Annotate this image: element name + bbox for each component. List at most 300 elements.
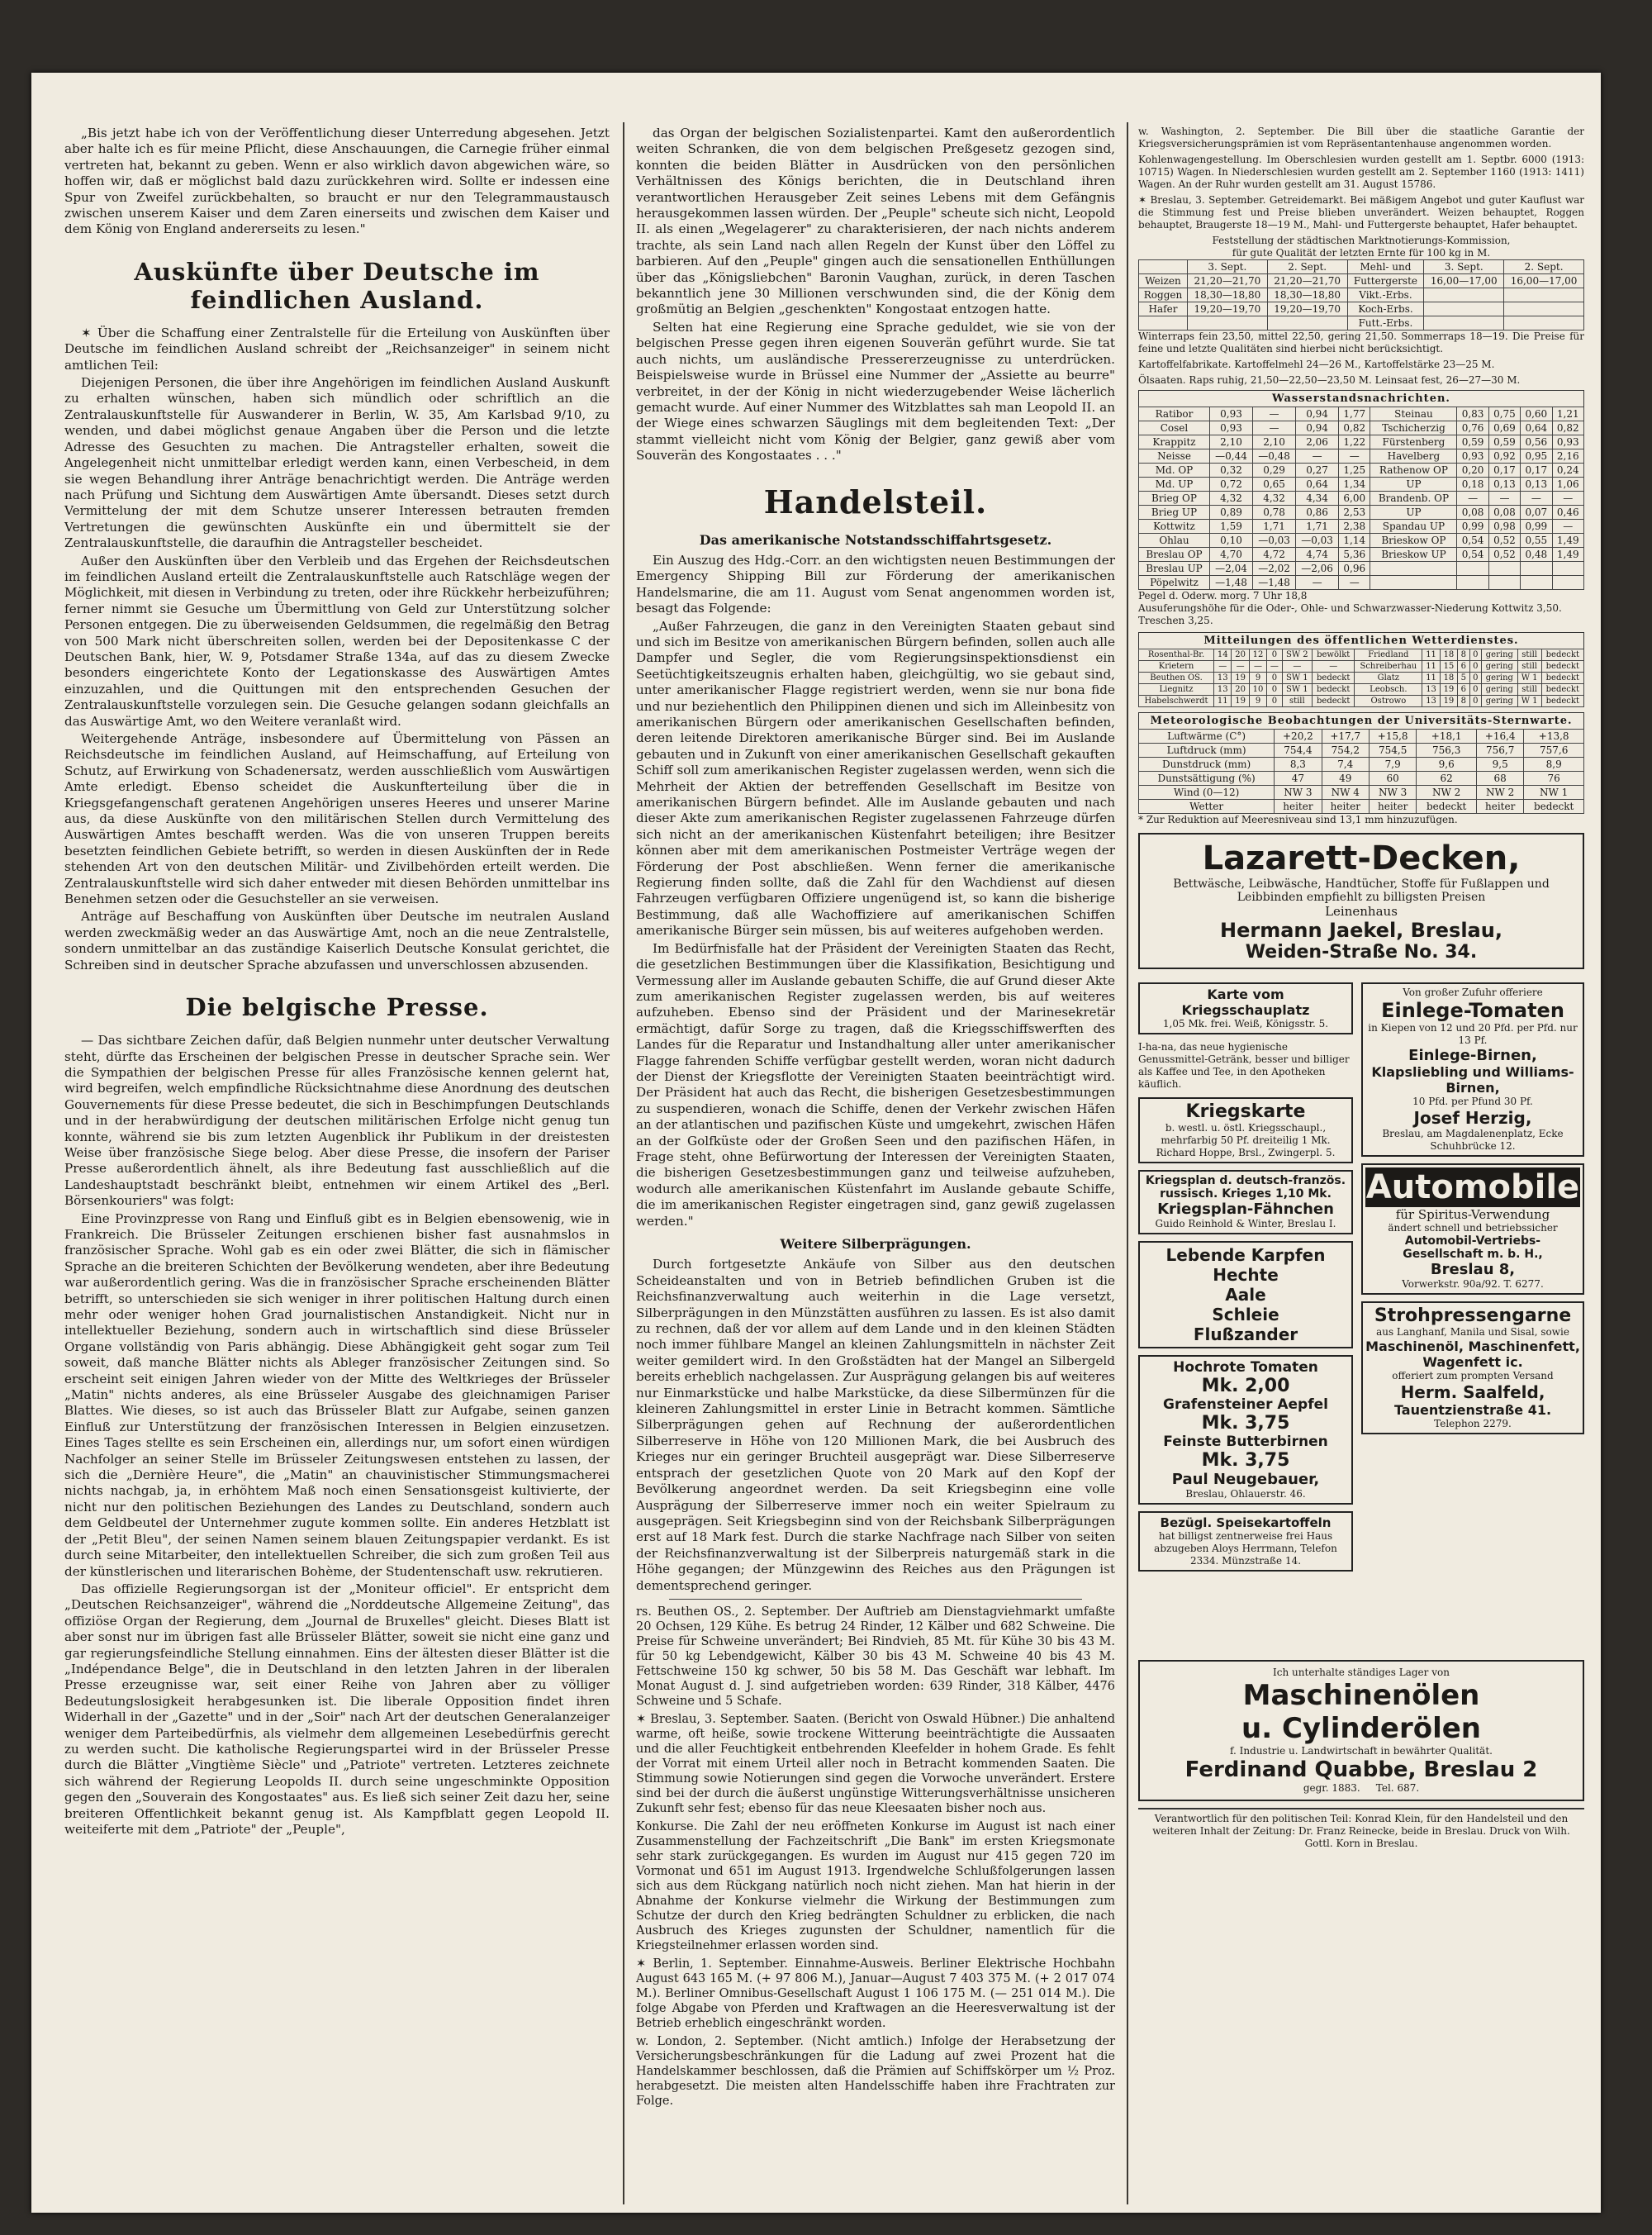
meteo-table-title: Meteorologische Beobachtungen der Universitäts-Sternwarte. (1138, 712, 1584, 729)
table-cell: 18 (1440, 673, 1457, 684)
table-cell (1504, 288, 1584, 302)
paragraph: Durch fortgesetzte Ankäufe von Silber aus den deutschen Scheideanstalten und von in Betrieb befindlichen Gruben ist die Reichsfinanzverwaltung auch weiterhin in die Lage versetzt, Silberprägungen in den Münzstätten ausführen zu lassen. Es ist also damit zu rechnen, daß der vor allem auf dem Lande und in den kleinen Städten noch immer fühlbare Mangel an kleinen Zahlungsmitteln in nächster Zeit weiter gemildert wird. In den Großstädten hat der Mangel an Silbergeld bereits erheblich nachgelassen. Zur Ausprägung gelangen bis auf weiteres nur Einmarkstücke und halbe Markstücke, da diese Silbermünzen für die kleineren Zahlungsmittel in erster Linie in Betracht kommen. Sämtliche Silberprägungen gehen auf Rechnung der außerordentlichen Silberreserve in Höhe von 120 Millionen Mark, die bei Ausbruch des Krieges nur ein geringer Bruchteil ausgeprägt war. Diese Silberreserve entsprach der gesetzlichen Quote von 20 Mark auf den Kopf der Bevölkerung angeordnet werden. Da seit Kriegsbeginn eine volle Ausprägung der Silberreserve immer noch ein weiter Spielraum zu ausgeprägen. Seit Kriegsbeginn sind von der Reichsbank Silberprägungen erst auf 18 Mark fest. Durch die starke Nachfrage nach Silber von seiten der Reichsfinanzverwaltung ist der Silberpreis naturgemäß stark in die Höhe gegangen; der Münzgewinn des Reiches aus den Prägungen ist dementsprechend geringer. (636, 1257, 1115, 1593)
table-cell: 0 (1267, 684, 1282, 696)
table-cell: 7,4 (1322, 758, 1369, 772)
table-cell: — (1552, 492, 1583, 506)
ad-address: Weiden-Straße No. 34. (1245, 942, 1478, 963)
table-cell: — (1214, 661, 1232, 673)
table-cell: 13 (1422, 684, 1440, 696)
table-row (1139, 464, 1584, 478)
table-cell: — (1232, 661, 1249, 673)
table-cell: +18,1 (1417, 730, 1477, 744)
table-cell: still (1517, 661, 1541, 673)
newspaper-page (31, 73, 1601, 2213)
table-cell: — (1488, 492, 1520, 506)
table-cell: 0,54 (1457, 548, 1488, 562)
table-cell: 19 (1440, 684, 1457, 696)
table-header: 3. Sept. (1187, 260, 1267, 274)
table-cell: 13 (1214, 673, 1232, 684)
table-cell (1504, 316, 1584, 330)
table-cell: 19 (1440, 696, 1457, 707)
table-cell: 754,5 (1369, 744, 1416, 758)
table-cell: 20 (1232, 649, 1249, 661)
table-cell (1424, 302, 1504, 316)
table-cell: 8,3 (1275, 758, 1322, 772)
table-cell: 0,20 (1457, 464, 1488, 478)
table-cell: 0,46 (1552, 506, 1583, 520)
table-cell: 0,76 (1457, 421, 1488, 435)
table-cell: 0,92 (1488, 449, 1520, 464)
table-cell (1370, 576, 1457, 590)
table-header: 3. Sept. (1424, 260, 1504, 274)
table-cell: — (1339, 576, 1370, 590)
ad-title: u. Cylinderölen (1241, 1712, 1482, 1745)
ad-kriegskarte (1138, 1097, 1353, 1163)
table-cell: 1,71 (1253, 520, 1296, 534)
table-cell: 0,82 (1339, 421, 1370, 435)
table-cell: 68 (1476, 772, 1523, 786)
table-cell: 11 (1422, 649, 1440, 661)
ad-text: Guido Reinhold & Winter, Breslau I. (1155, 1218, 1336, 1229)
table-cell: 0 (1267, 649, 1282, 661)
table-cell (1457, 562, 1488, 576)
table-cell: Krappitz (1139, 435, 1210, 449)
table-row (1139, 758, 1584, 772)
table-cell: Hafer (1139, 302, 1188, 316)
table-cell: Brandenb. OP (1370, 492, 1457, 506)
table-cell: +15,8 (1369, 730, 1416, 744)
table-cell: —0,03 (1296, 534, 1339, 548)
table-cell: —0,48 (1253, 449, 1296, 464)
table-cell: — (1253, 421, 1296, 435)
table-cell: 0,55 (1521, 534, 1552, 548)
table-cell: 0,48 (1521, 548, 1552, 562)
ad-text: ändert schnell und betriebssicher (1388, 1222, 1558, 1234)
table-cell (1521, 562, 1552, 576)
ad-item: Grafensteiner Aepfel (1163, 1396, 1328, 1413)
table-cell: bedeckt (1313, 696, 1355, 707)
table-cell (1370, 562, 1457, 576)
table-cell: 0,17 (1521, 464, 1552, 478)
dateline-item: w. Washington, 2. September. Die Bill über die staatliche Garantie der Kriegsversicherungsprämien ist vom Repräsentantenhause angenommen worden. (1138, 126, 1584, 150)
table-cell: W 1 (1517, 673, 1541, 684)
ad-item: Feinste Butterbirnen (1163, 1434, 1328, 1450)
ad-address: Tauentzienstraße 41. (1393, 1402, 1552, 1418)
ad-ihana: I-ha-na, das neue hygienische Genussmittel-Getränk, besser und billiger als Kaffee und Tee, in den Apotheken käuflich. (1138, 1041, 1350, 1090)
table-cell: 49 (1322, 772, 1369, 786)
table-cell: bedeckt (1541, 661, 1583, 673)
table-cell: 756,3 (1417, 744, 1477, 758)
ad-text: Bettwäsche, Leibwäsche, Handtücher, Stoffe für Fußlappen und Leibbinden empfiehlt zu billigsten Preisen (1173, 877, 1550, 904)
table-cell: 0,52 (1488, 548, 1520, 562)
table-cell: 0,52 (1488, 534, 1520, 548)
table-row (1139, 744, 1584, 758)
table-row (1139, 520, 1584, 534)
ad-title: Einlege-Tomaten (1381, 999, 1564, 1022)
ad-company: Hermann Jaekel, Breslau, (1220, 919, 1502, 942)
headline-handelsteil: Handelsteil. (763, 483, 988, 521)
table-cell (1521, 576, 1552, 590)
table-cell: Vikt.-Erbs. (1347, 288, 1424, 302)
table-cell: Luftdruck (mm) (1139, 744, 1275, 758)
paragraph: Diejenigen Personen, die über ihre Angehörigen im feindlichen Ausland Auskunft zu erhalten wünschen, haben sich mündlich oder schriftlich an die Zentralauskunftstelle für Auswanderer in Berlin, W. 35, Am Karlsbad 9/10, zu wenden, und dabei möglichst genaue Angaben über die Person und die letzte Adresse des Gesuchten zu machen. Die Antragsteller erhalten, soweit die Angelegenheit nicht unmittelbar erledigt werden kann, einen Verbescheid, in dem sie wegen Behandlung ihrer Anträge benachrichtigt werden. Die Anträge werden nach Prüfung und Sichtung dem Auswärtigen Amte übersandt. Dieses setzt durch Vermittelung der mit dem Schutze unserer Interessen betrauten fremden Vertretungen die gewünschten Auskünfte ein und übermittelt sie der Zentralauskunftstelle, die daraufhin die Antragsteller bescheidet. (64, 375, 610, 551)
ad-text: Leinenhaus (1325, 904, 1398, 919)
table-row (1139, 534, 1584, 548)
table-cell: 4,74 (1296, 548, 1339, 562)
table-cell: 4,70 (1210, 548, 1253, 562)
ad-title: Kriegskarte (1185, 1101, 1306, 1122)
ad-text: offeriert zum prompten Versand (1392, 1370, 1554, 1381)
ad-phone: Telephon 2279. (1434, 1418, 1512, 1429)
table-note: Pegel d. Oderw. morg. 7 Uhr 18,8 (1138, 590, 1308, 602)
table-cell: —0,44 (1210, 449, 1253, 464)
table-cell: bedeckt (1313, 673, 1355, 684)
ad-title: Einlege-Birnen, (1408, 1047, 1537, 1064)
dateline-item: Konkurse. Die Zahl der neu eröffneten Konkurse im August ist nach einer Zusammenstellung der Fachzeitschrift „Die Bank" im ersten Kriegsmonate sehr stark zurückgegangen. Es wurden im August nur 415 gegen 720 im Vormonat und 651 im August 1913. Irgendwelche Schlußfolgerungen lassen sich aus dem Rückgang natürlich noch nicht ziehen. Man hat hierin in der Abnahme der Konkurse vielmehr die Wirkung der Bestimmungen zum Schutze der durch den Krieg bedrängten Schuldner zu erblicken, die nach Ausbruch des Krieges zugunsten der Schuldner, namentlich für die Kriegsteilnehmer erlassen worden sind. (636, 1819, 1115, 1952)
ad-text: Ich unterhalte ständiges Lager von (1273, 1667, 1450, 1678)
table-cell: 0,13 (1488, 478, 1520, 492)
table-cell: still (1282, 696, 1312, 707)
table-cell: still (1517, 649, 1541, 661)
column-1 (64, 126, 610, 1839)
table-cell: Krietern (1139, 661, 1214, 673)
table-cell: 6 (1458, 684, 1469, 696)
table-cell: NW 1 (1524, 786, 1584, 800)
table-cell: 1,77 (1339, 407, 1370, 421)
table-cell: 7,9 (1369, 758, 1416, 772)
ad-text: 10 Pfd. per Pfund 30 Pf. (1412, 1096, 1533, 1107)
table-cell: 0,93 (1210, 421, 1253, 435)
ad-price: Mk. 3,75 (1201, 1413, 1290, 1434)
table-cell: 0,56 (1521, 435, 1552, 449)
table-cell: 12 (1249, 649, 1266, 661)
article-intro: „Bis jetzt habe ich von der Veröffentlichung dieser Unterredung abgesehen. Jetzt aber halte ich es für meine Pflicht, diese Anschauungen, die Carnegie früher einmal vertreten hat, bekannt zu geben. Wenn er also wirklich davon abgewichen wäre, so hoffen wir, daß er möglichst bald dazu zurückkehren wird. Sollte er indessen eine Spur von Zweifel zurückbehalten, so braucht er nur den Telegrammaustausch zwischen unserem Kaiser und dem Zaren einerseits und zwischen dem Kaiser und dem König von England andererseits zu lesen." (64, 126, 610, 237)
table-cell: 0,27 (1296, 464, 1339, 478)
table-row (1139, 492, 1584, 506)
table-cell: — (1313, 661, 1355, 673)
commission-label: Feststellung der städtischen Marktnotierungs-Kommission, (1212, 235, 1511, 246)
table-cell: Leobsch. (1355, 684, 1422, 696)
table-cell (1552, 562, 1583, 576)
table-cell: 0,72 (1210, 478, 1253, 492)
commission-label: für gute Qualität der letzten Ernte für 100 kg in M. (1232, 247, 1491, 259)
column-rule (623, 122, 624, 2204)
table-cell: 0,93 (1210, 407, 1253, 421)
table-cell: Neisse (1139, 449, 1210, 464)
ad-title: Klapsliebling und Williams-Birnen, (1371, 1064, 1574, 1096)
table-cell: 0 (1469, 696, 1481, 707)
table-cell: Futtergerste (1347, 274, 1424, 288)
table-cell: —2,02 (1253, 562, 1296, 576)
table-row (1139, 730, 1584, 744)
paragraph: Eine Provinzpresse von Rang und Einfluß gibt es in Belgien ebensowenig, wie in Frankreich. Die Brüsseler Zeitungen erschienen bisher fast ausnahmslos in französischer Sprache. Wohl gab es ein oder zwei Blätter, die sich in flämischer Sprache an die breiteren Schichten der Bevölkerung wendeten, aber ihre Bedeutung war außerordentlich gering. Was die in französischer Sprache erscheinenden Blätter betrifft, so unterschieden sie sich weniger in ihrer politischen Haltung durch einen mehr oder weniger hohen Grad journalistischen Anstandigkeit. Nicht nur in intellektueller Beziehung, sondern auch in wirtschaftlich sind diese Brüsseler Organe vollständig von Paris abhängig. Diese Abhängigkeit geht sogar zum Teil soweit, daß manche Blätter nichts als Ableger französischer Zeitungen sind. So erscheint seit einigen Jahren wieder von der Mitte des Weltkrieges der Brüsseler „Matin" nichts anderes, als eine Brüsseler Ausgabe des gleichnamigen Pariser Blattes. Wie dieses, so ist auch das Brüsseler Blatt zur Aufgabe, seinen ganzen Einfluß zur Unterstützung der französischen Interessen in Belgien einzusetzen. Eines Tages stellte es sein Erscheinen ein, allerdings nur, um sofort einen würdigen Nachfolger an seiner Stelle im Brüsseler Zeitungswesen entstehen zu lassen, der sich die „Dernière Heure", die „Matin" an chauvinistischer Stimmungsmacherei nichts nachgab, ja, in erhöhtem Maß noch einen Sensationsgeist kultivierte, der nicht nur den politischen Beziehungen des Landes zu Deutschland, sondern auch dem Geldbeutel der Unternehmer zugute kommen sollte. Ein anderes Hetzblatt ist der „Petit Bleu", der seinen Namen seinem blauen Zeitungspapier verdankt. Es ist durch seine Mitarbeiter, den intellektuellen Schreiber, die sich zum großen Teil aus der künstlerischen und literarischen Bohème, der Studentenschaft usw. rekrutieren. (64, 1210, 610, 1579)
grain-price-table (1138, 259, 1584, 330)
dateline-item: ✶ Breslau, 3. September. Saaten. (Bericht von Oswald Hübner.) Die anhaltend warme, oft heiße, sowie trockene Witterung beeinträchtigte die Aussaaten und die aller Feuchtigkeit entbehrenden Kleefelder in hohem Grade. Es fehlt der Vorrat mit einem Urteil aller noch in Betracht kommenden Saaten. Die Stimmung sowie Notierungen sind gegen die Vorwoche unverändert. Erstere sind bei der durch die äußerst ungünstige Witterungsverhältnisse unsicheren Zukunft sehr fest; ebenso für das neue Kleesaaten bisher noch aus. (636, 1712, 1115, 1815)
table-cell: gering (1482, 673, 1517, 684)
table-cell: 1,49 (1552, 548, 1583, 562)
table-cell: —2,06 (1296, 562, 1339, 576)
ad-title: Karte vom Kriegsschauplatz (1181, 987, 1310, 1018)
table-cell: 0,96 (1339, 562, 1370, 576)
table-cell: Tschicherzig (1370, 421, 1457, 435)
dateline-item: w. London, 2. September. (Nicht amtlich.) Infolge der Herabsetzung der Versicherungsbeschränkungen für die Ladung auf zwei Prozent hat die Handelskammer beschlossen, daß die Prämien auf Schiffskörper um ½ Proz. herabgesetzt. Die meisten alten Handelsschiffe haben ihre Frachtraten zur Folge. (636, 2034, 1115, 2108)
table-cell (1267, 316, 1347, 330)
table-cell: 1,22 (1339, 435, 1370, 449)
ad-text: Von großer Zufuhr offeriere (1403, 987, 1543, 998)
table-cell: 1,14 (1339, 534, 1370, 548)
table-cell: — (1296, 576, 1339, 590)
table-cell: Steinau (1370, 407, 1457, 421)
table-cell: Md. UP (1139, 478, 1210, 492)
ad-company: Paul Neugebauer, (1171, 1471, 1320, 1488)
table-cell: 1,34 (1339, 478, 1370, 492)
table-cell: 0,60 (1521, 407, 1552, 421)
table-cell: 0,82 (1552, 421, 1583, 435)
ad-title: Bezügl. Speisekartoffeln (1160, 1515, 1332, 1530)
ad-item: Hochrote Tomaten (1173, 1359, 1318, 1376)
table-cell: 754,2 (1322, 744, 1369, 758)
table-cell: 0,94 (1296, 407, 1339, 421)
table-cell: 0 (1469, 684, 1481, 696)
table-cell: —1,48 (1210, 576, 1253, 590)
table-cell: 13 (1214, 684, 1232, 696)
paragraph: — Das sichtbare Zeichen dafür, daß Belgien nunmehr unter deutscher Verwaltung steht, dürfte das Erscheinen der belgischen Presse in deutscher Sprache sein. Wer die Sympathien der belgischen Presse für alles Französische kennen gelernt hat, wird begreifen, welch empfindliche Rücksichtnahme diese Anordnung des deutschen Gouvernements für diese Presse bedeutet, die sich in Beschimpfungen Deutschlands und in der herabwürdigung der deutschen militärischen Erfolge nicht genug tun konnte, während sie bis zum letzten Augenblick ihr Publikum in der dreistesten Weise über französische Siege belog. Aber diese Presse, die insofern der Pariser Presse außerordentlich ähnelt, als ihre Bedeutung fast ausschließlich auf die Landeshauptstadt beschränkt bleibt, entnehmen wir einem Artikel des „Berl. Börsenkouriers" was folgt: (64, 1033, 610, 1209)
table-cell: Md. OP (1139, 464, 1210, 478)
paragraph: „Außer Fahrzeugen, die ganz in den Vereinigten Staaten gebaut sind und sich im Besitze von amerikanischen Bürgern befinden, sollen auch alle Dampfer und Segler, die vom Regierungsinspektionsdienst ein Seetüchtigkeitszeugnis erhalten haben, gleichgültig, wo sie gebaut sind, unter amerikanischer Flagge registriert werden, wenn sie nur bona fide und nur beziehentlich den Philippinen dienen und sich im Alleinbesitz von amerikanischen Bürgern oder amerikanischen Gesellschaften befinden, deren leitende Direktoren amerikanische Bürger sind. Bei im Auslande gebauten und in Zukunft von einer amerikanischen Gesellschaft gekauften Schiff soll zum amerikanischen Register zugelassen werden, wenn sich die Mehrheit der Aktien der betreffenden Gesellschaft im Besitze von amerikanischen Bürgern befindet. Alle im Auslande gebauten und nach dieser Akte zum amerikanischen Register zugelassenen Fahrzeuge dürfen sich nicht an der amerikanischen Küstenfahrt beteiligen; ihre Besitzer können aber mit dem amerikanischen Postmeister Verträge wegen der Förderung der Post abschließen. Wenn ferner die amerikanische Regierung finden sollte, daß die Zahl für den Wachdienst auf diesen Fahrzeugen verfügbaren Offiziere ungenügend ist, so kann die bisherige Bestimmung, daß alle Wachoffiziere auf amerikanischen Schiffen amerikanische Bürger sein müssen, bis auf weiteres aufgehoben werden. (636, 618, 1115, 939)
ad-price: Mk. 2,00 (1201, 1376, 1290, 1396)
table-cell: 0 (1267, 696, 1282, 707)
ad-title: Kriegsplan d. deutsch-französ. russisch. Krieges 1,10 Mk. (1145, 1174, 1346, 1201)
ad-kriegsplan (1138, 1170, 1353, 1234)
table-cell: Brieg UP (1139, 506, 1210, 520)
table-cell (1488, 576, 1520, 590)
ad-title: Maschinenöl, Maschinenfett, Wagenfett ic. (1365, 1339, 1580, 1370)
table-cell: Koch-Erbs. (1347, 302, 1424, 316)
table-cell: 0,78 (1253, 506, 1296, 520)
table-cell: 0,64 (1296, 478, 1339, 492)
table-cell: Friedland (1355, 649, 1422, 661)
ad-einlege (1361, 982, 1584, 1157)
table-cell: +16,4 (1476, 730, 1523, 744)
table-cell: NW 2 (1417, 786, 1477, 800)
table-cell: 0,86 (1296, 506, 1339, 520)
table-cell: 20 (1232, 684, 1249, 696)
weather-table-title: Mitteilungen des öffentlichen Wetterdienstes. (1138, 632, 1584, 649)
table-cell: bedeckt (1417, 800, 1477, 814)
headline-auskuenfte: Auskünfte über Deutsche im feindlichen Ausland. (134, 257, 540, 314)
table-cell: 757,6 (1524, 744, 1584, 758)
table-cell: heiter (1275, 800, 1322, 814)
table-cell: 1,06 (1552, 478, 1583, 492)
table-note: * Zur Reduktion auf Meeresniveau sind 13,1 mm hinzuzufügen. (1138, 814, 1458, 825)
ad-kartoffeln (1138, 1511, 1353, 1572)
paragraph: Außer den Auskünften über den Verbleib und das Ergehen der Reichsdeutschen im feindlichen Ausland erteilt die Zentralauskunftstelle auch Ratschläge wegen der Möglichkeit, mit diesen in Verbindung zu treten, oder ihre Rückkehr herbeizuführen; ferner nimmt sie Gesuche um Übermittlung von Geld zur Unterstützung solcher Personen entgegen. Die zu überweisenden Geldsummen, die regelmäßig den Betrag von 500 Mark nicht überschreiten sollen, werden bei der Depositenkasse C der Deutschen Bank, hier, W. 9, Potsdamer Straße 134a, auf das zu diesem Zwecke besonders eingerichtete Konto der Legationskasse des Auswärtigen Amtes einzuzahlen, und die Quittungen mit den entsprechenden Gesuchen der Zentralauskunftstelle vorzulegen sein. Die Gesuche gelangen sodann gleichfalls an das Auswärtige Amt, wo den Weitere veranlaßt wird. (64, 553, 610, 729)
table-cell: gering (1482, 661, 1517, 673)
table-cell: bewölkt (1313, 649, 1355, 661)
market-report: ✶ Breslau, 3. September. Getreidemarkt. Bei mäßigem Angebot und guter Kauflust war die Stimmung fest und Preise blieben unverändert. Weizen behauptet, Roggen behauptet, Braugerste 18—19 M., Mahl- und Futtergerste behauptet, Hafer behauptet. (1138, 194, 1584, 231)
ad-lazarett (1138, 833, 1584, 969)
table-cell: 0,10 (1210, 534, 1253, 548)
table-cell: Luftwärme (C°) (1139, 730, 1275, 744)
table-header: 2. Sept. (1504, 260, 1584, 274)
table-row (1139, 506, 1584, 520)
table-cell: 15 (1440, 661, 1457, 673)
table-cell: 0 (1267, 673, 1282, 684)
table-cell: Wind (0—12) (1139, 786, 1275, 800)
ad-text: b. westl. u. östl. Kriegsschaupl., mehrfarbig 50 Pf. dreiteilig 1 Mk. Richard Hoppe, Brsl., Zwingerpl. 5. (1156, 1122, 1336, 1158)
ad-title: Strohpressengarne (1374, 1305, 1572, 1326)
table-cell (1504, 302, 1584, 316)
table-cell: heiter (1369, 800, 1416, 814)
ad-item: Aale (1225, 1285, 1266, 1305)
ad-karte (1138, 982, 1353, 1034)
table-row (1139, 449, 1584, 464)
table-cell: Futt.-Erbs. (1347, 316, 1424, 330)
table-cell: Ratibor (1139, 407, 1210, 421)
table-cell: NW 3 (1369, 786, 1416, 800)
column-2 (636, 126, 1115, 2112)
table-cell: Ohlau (1139, 534, 1210, 548)
table-cell: 62 (1417, 772, 1477, 786)
column-rule (1127, 122, 1128, 2204)
table-cell: bedeckt (1541, 649, 1583, 661)
table-cell: 1,25 (1339, 464, 1370, 478)
table-cell (1488, 562, 1520, 576)
table-row (1139, 421, 1584, 435)
table-cell: 8 (1458, 649, 1469, 661)
table-cell: Roggen (1139, 288, 1188, 302)
table-cell: heiter (1322, 800, 1369, 814)
table-cell: 2,06 (1296, 435, 1339, 449)
table-cell: 1,59 (1210, 520, 1253, 534)
table-cell: Beuthen OS. (1139, 673, 1214, 684)
table-cell: bedeckt (1541, 684, 1583, 696)
table-cell: +13,8 (1524, 730, 1584, 744)
table-cell: 11 (1214, 696, 1232, 707)
table-cell: Rosenthal-Br. (1139, 649, 1214, 661)
table-cell: Dunstdruck (mm) (1139, 758, 1275, 772)
table-cell: 0,59 (1457, 435, 1488, 449)
paragraph: das Organ der belgischen Sozialistenpartei. Kamt den außerordentlich weiten Schranken, die von dem belgischen Preßgesetz gezogen sind, konnten die beiden Blätter in Ausdrücken von den persönlichen Verhältnissen des Königs berichten, die in Deutschland ihren verantwortlichen Herausgeber Zeit seines Lebens mit dem Gefängnis herausgekommen lassen würden. Der „Peuple" scheute sich nicht, Leopold II. als einen „Wegelagerer" zu charakterisieren, der nach nichts anderem trachte, als sein Land nach allen Regeln der Kunst über den Löffel zu barbieren. Auf den „Peuple" gingen auch die sensationellen Enthüllungen über das „Königsliebchen" Baronin Vaughan, zurück, in deren Taschen bekanntlich jene 30 Millionen verschwunden sind, die der König dem großmütig an Belgien „geschenkten" Kongostaat entzogen hatte. (636, 126, 1115, 317)
ad-item: Hechte (1213, 1265, 1279, 1285)
table-row (1139, 772, 1584, 786)
table-cell: — (1267, 661, 1282, 673)
table-row (1139, 435, 1584, 449)
table-cell: NW 2 (1476, 786, 1523, 800)
table-cell: still (1517, 684, 1541, 696)
ad-title: Automobile (1365, 1168, 1580, 1206)
table-cell: bedeckt (1541, 696, 1583, 707)
table-row (1139, 274, 1584, 288)
table-cell: 0,95 (1521, 449, 1552, 464)
table-cell: 1,21 (1552, 407, 1583, 421)
table-cell: 0,69 (1488, 421, 1520, 435)
table-cell: 14 (1214, 649, 1232, 661)
table-cell: 5 (1458, 673, 1469, 684)
table-row (1139, 548, 1584, 562)
table-row (1139, 562, 1584, 576)
table-row (1139, 407, 1584, 421)
weather-table (1138, 649, 1584, 707)
table-cell: 0,93 (1457, 449, 1488, 464)
table-row (1139, 800, 1584, 814)
table-cell (1457, 576, 1488, 590)
table-cell: — (1457, 492, 1488, 506)
table-cell: 9,5 (1476, 758, 1523, 772)
table-cell: 2,38 (1339, 520, 1370, 534)
table-cell: 2,10 (1210, 435, 1253, 449)
table-row (1139, 786, 1584, 800)
table-cell: W 1 (1517, 696, 1541, 707)
table-row (1139, 288, 1584, 302)
table-cell: Weizen (1139, 274, 1188, 288)
table-cell: 11 (1422, 661, 1440, 673)
ad-strohpressen (1361, 1301, 1584, 1434)
table-cell (1139, 316, 1188, 330)
water-table-title: Wasserstandsnachrichten. (1138, 390, 1584, 407)
table-header (1139, 260, 1188, 274)
table-cell: 0,98 (1488, 520, 1520, 534)
table-cell: — (1521, 492, 1552, 506)
table-cell: Havelberg (1370, 449, 1457, 464)
table-cell: 0,83 (1457, 407, 1488, 421)
ad-item: Flußzander (1193, 1324, 1298, 1344)
table-cell: Brieskow UP (1370, 548, 1457, 562)
table-cell: 13 (1422, 696, 1440, 707)
table-cell: 4,32 (1253, 492, 1296, 506)
table-cell: 0,75 (1488, 407, 1520, 421)
paragraph: Anträge auf Beschaffung von Auskünften über Deutsche im neutralen Ausland werden zweckmäßig weder an das Auswärtige Amt, noch an die neue Zentralstelle, sondern unmittelbar an das zuständige Kaiserlich Deutsche Konsulat gerichtet, die Schreiben sind in deutscher Sprache abzufassen und unverschlossen abzusenden. (64, 909, 610, 972)
table-cell: Breslau UP (1139, 562, 1210, 576)
table-cell: 0,99 (1521, 520, 1552, 534)
table-cell: 9 (1249, 696, 1266, 707)
table-cell: Glatz (1355, 673, 1422, 684)
ad-title: Lazarett-Decken, (1202, 839, 1521, 877)
table-note: Ausuferungshöhe für die Oder-, Ohle- und Schwarzwasser-Niederung Kottwitz 3,50. Treschen 3,25. (1138, 602, 1562, 626)
table-cell: 0,99 (1457, 520, 1488, 534)
ad-text: gegr. 1883. (1303, 1782, 1360, 1794)
table-cell: Schreiberhau (1355, 661, 1422, 673)
table-cell: 1,71 (1296, 520, 1339, 534)
table-cell: 1,49 (1552, 534, 1583, 548)
table-row (1139, 316, 1584, 330)
table-cell: 18,30—18,80 (1267, 288, 1347, 302)
table-cell (1424, 316, 1504, 330)
table-cell: NW 4 (1322, 786, 1369, 800)
table-cell: 0 (1469, 673, 1481, 684)
ad-company: Josef Herzig, (1413, 1108, 1532, 1128)
table-cell: Spandau UP (1370, 520, 1457, 534)
table-cell: 0,89 (1210, 506, 1253, 520)
table-cell: Brieg OP (1139, 492, 1210, 506)
table-cell: Fürstenberg (1370, 435, 1457, 449)
headline-belgische-presse: Die belgische Presse. (185, 993, 489, 1022)
ad-company: Herm. Saalfeld, (1400, 1382, 1545, 1402)
table-cell: —1,48 (1253, 576, 1296, 590)
ad-address: Breslau, am Magdalenenplatz, Ecke Schuhbrücke 12. (1382, 1128, 1564, 1152)
imprint-footer: Verantwortlich für den politischen Teil: Konrad Klein, für den Handelsteil und den weiteren Inhalt der Zeitung: Dr. Franz Reinecke, beide in Breslau. Druck von Wilh. Gottl. Korn in Breslau. (1138, 1808, 1584, 1850)
table-cell: — (1282, 661, 1312, 673)
table-cell: Dunstsättigung (%) (1139, 772, 1275, 786)
table-cell (1552, 576, 1583, 590)
table-cell: Rathenow OP (1370, 464, 1457, 478)
table-cell: gering (1482, 696, 1517, 707)
table-cell: — (1249, 661, 1266, 673)
table-cell: —2,04 (1210, 562, 1253, 576)
table-cell: 11 (1422, 673, 1440, 684)
table-cell: 18 (1440, 649, 1457, 661)
table-cell: 2,10 (1253, 435, 1296, 449)
